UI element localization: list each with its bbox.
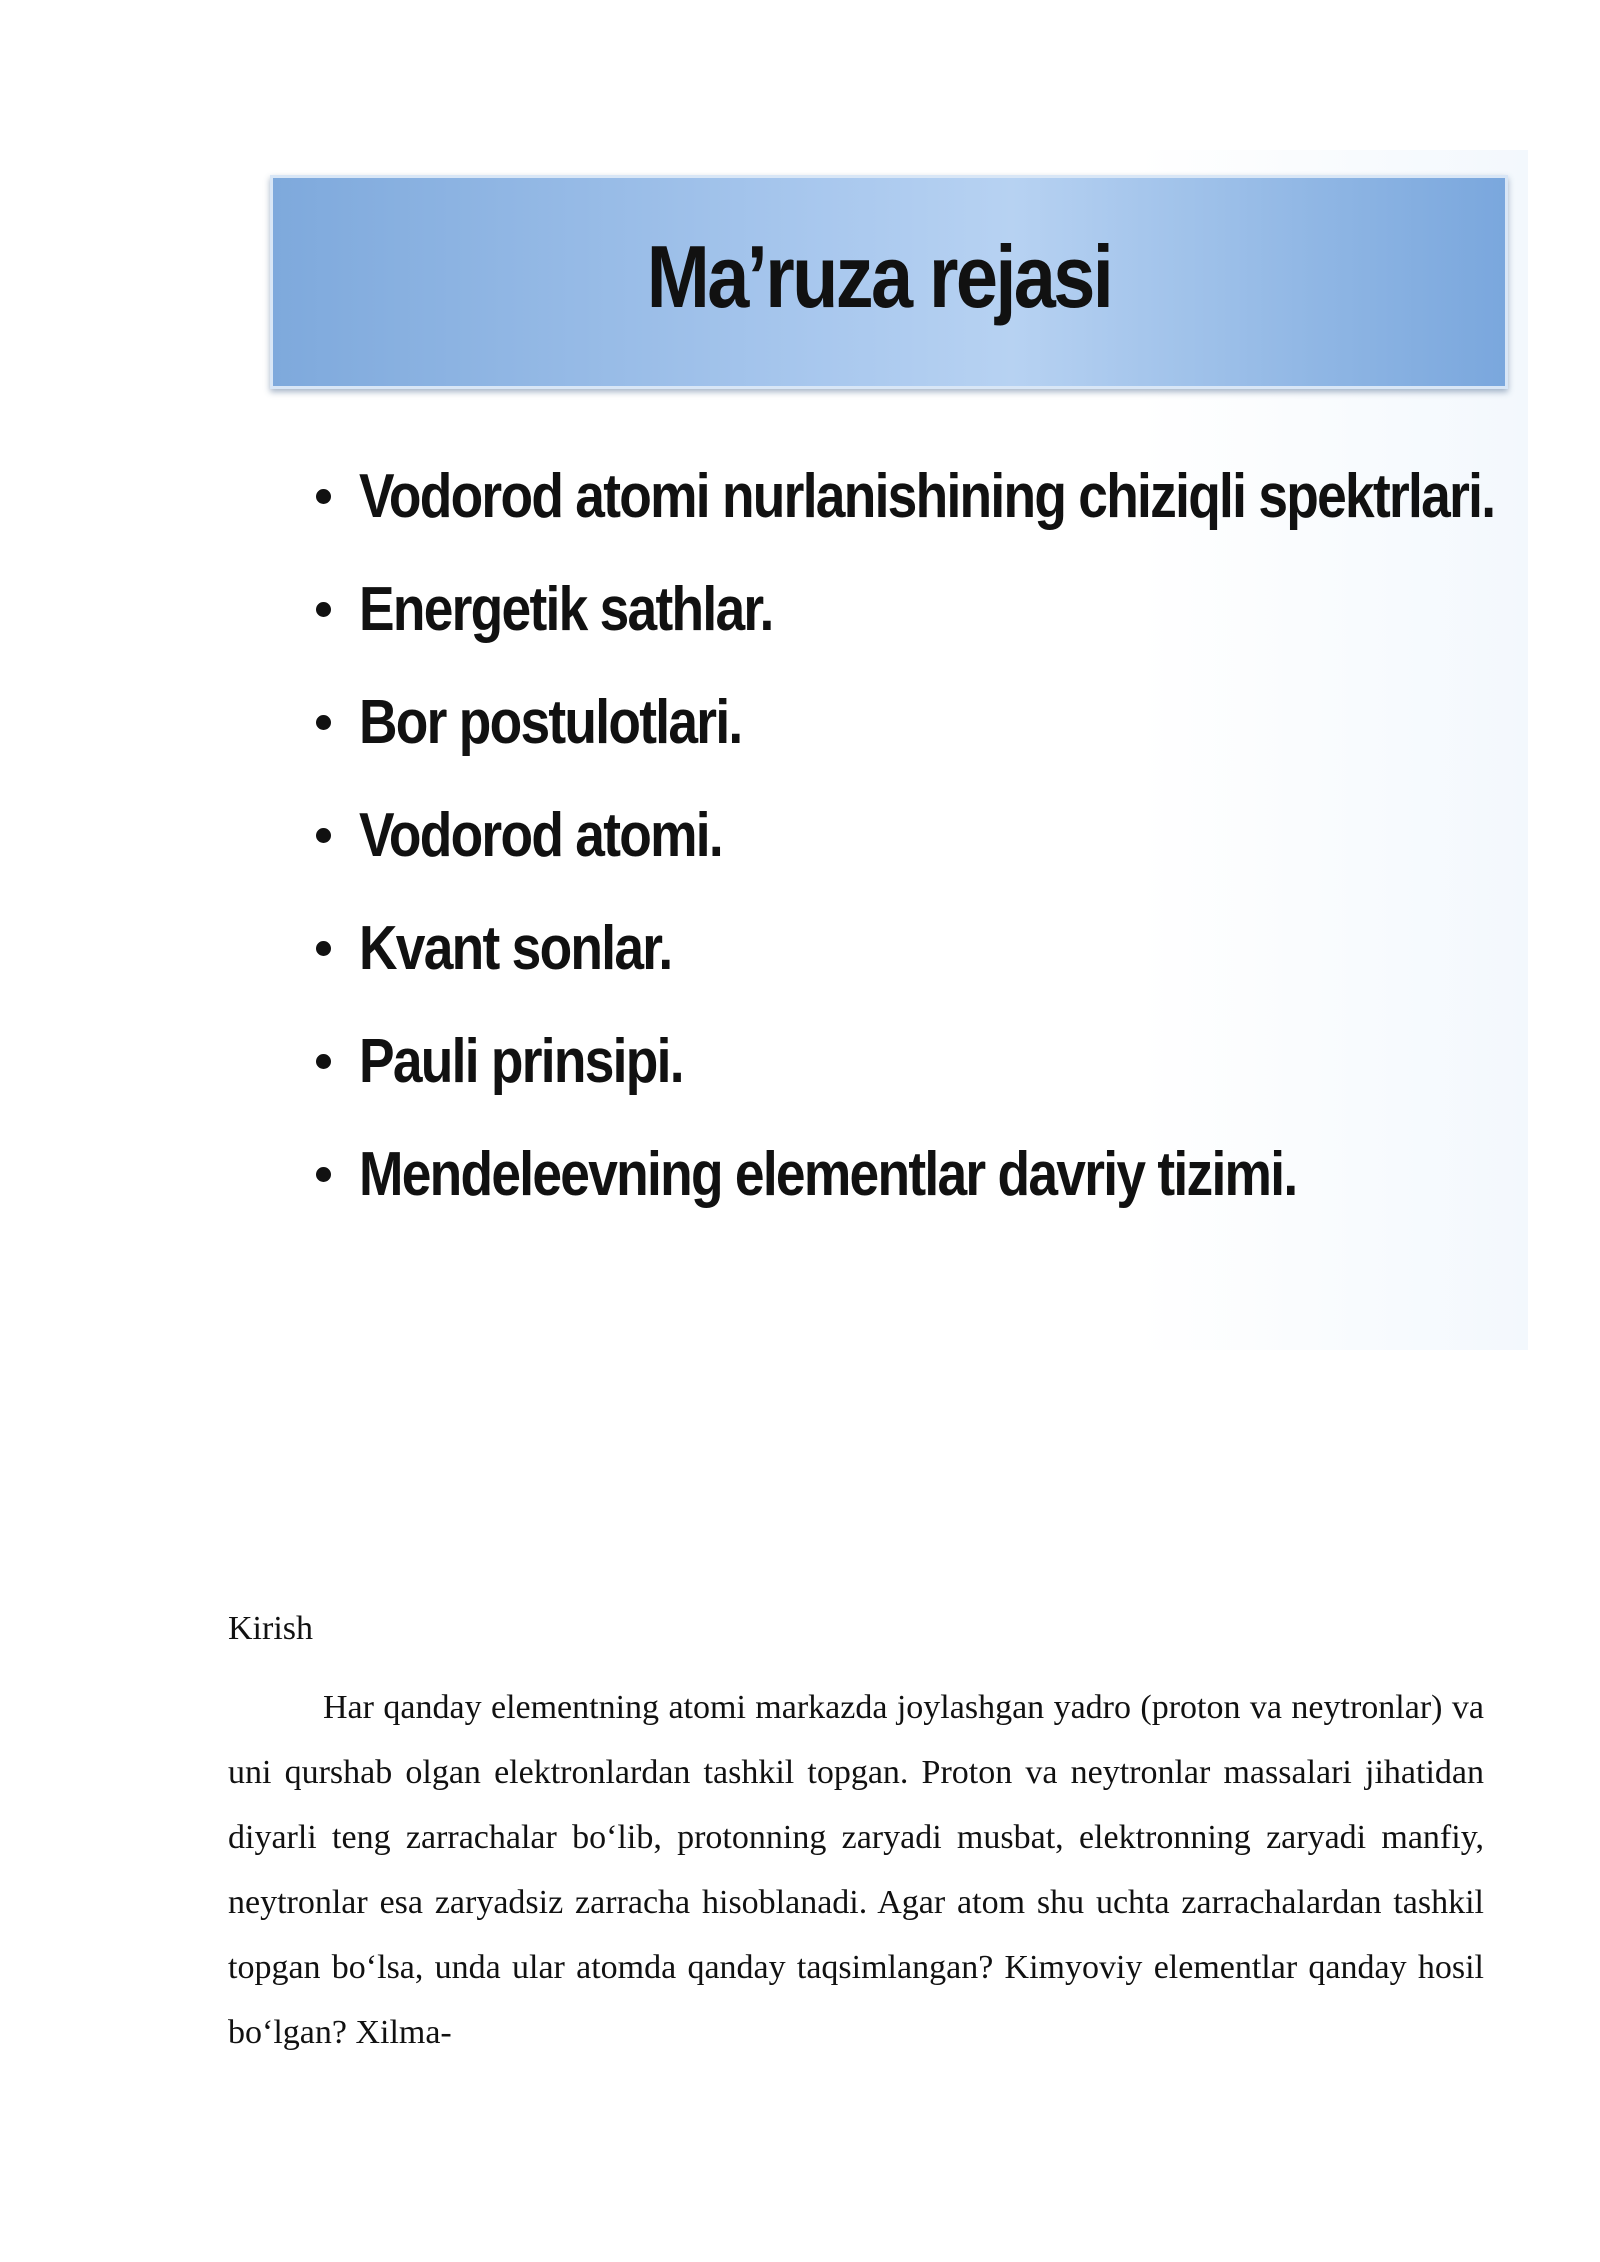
slide-bullet-item <box>316 1118 1600 1231</box>
bullet-icon <box>316 941 331 956</box>
slide-bullet-item <box>316 553 1600 666</box>
slide-bullet-item <box>316 892 1600 1005</box>
body-paragraph: Har qanday elementning atomi markazda joylashgan yadro (proton va neytronlar) va uni qurshab olgan elektronlardan tashkil topgan. Proton va neytronlar massalari jihatidan diyarli teng zarrachalar bo‘lib, protonning zaryadi musbat, elektronning zaryadi manfiy, neytronlar esa zaryadsiz zarracha hisoblanadi. Agar atom shu uchta zarrachalardan tashkil topgan bo‘lsa, unda ular atomda qanday taqsimlangan? Kimyoviy elementlar qanday hosil bo‘lgan? Xilma- <box>228 1689 1484 2051</box>
slide-bullet-text: Mendeleevning elementlar davriy tizimi. <box>359 1140 1297 1209</box>
slide-title: Ma’ruza rejasi <box>646 227 1112 326</box>
bullet-icon <box>316 715 331 730</box>
slide-title-bar <box>270 175 1508 389</box>
bullet-icon <box>316 602 331 617</box>
bullet-icon <box>316 1167 331 1182</box>
slide-bullet-item <box>316 779 1600 892</box>
section-heading: Kirish <box>228 1610 313 1647</box>
slide-bullet-text: Energetik sathlar. <box>359 575 773 644</box>
slide-bullet-list <box>316 440 1600 1231</box>
slide-bullet-text: Vodorod atomi nurlanishining chiziqli spektrlari. <box>359 462 1495 531</box>
bullet-icon <box>316 828 331 843</box>
slide-bullet-item <box>316 666 1600 779</box>
slide-bullet-item <box>316 1005 1600 1118</box>
slide-bullet-text: Kvant sonlar. <box>359 914 672 983</box>
slide-bullet-text: Vodorod atomi. <box>359 801 722 870</box>
slide-bullet-text: Bor postulotlari. <box>359 688 742 757</box>
lecture-plan-slide <box>228 150 1528 1350</box>
slide-bullet-text: Pauli prinsipi. <box>359 1027 683 1096</box>
bullet-icon <box>316 1054 331 1069</box>
slide-bullet-item <box>316 440 1600 553</box>
bullet-icon <box>316 489 331 504</box>
